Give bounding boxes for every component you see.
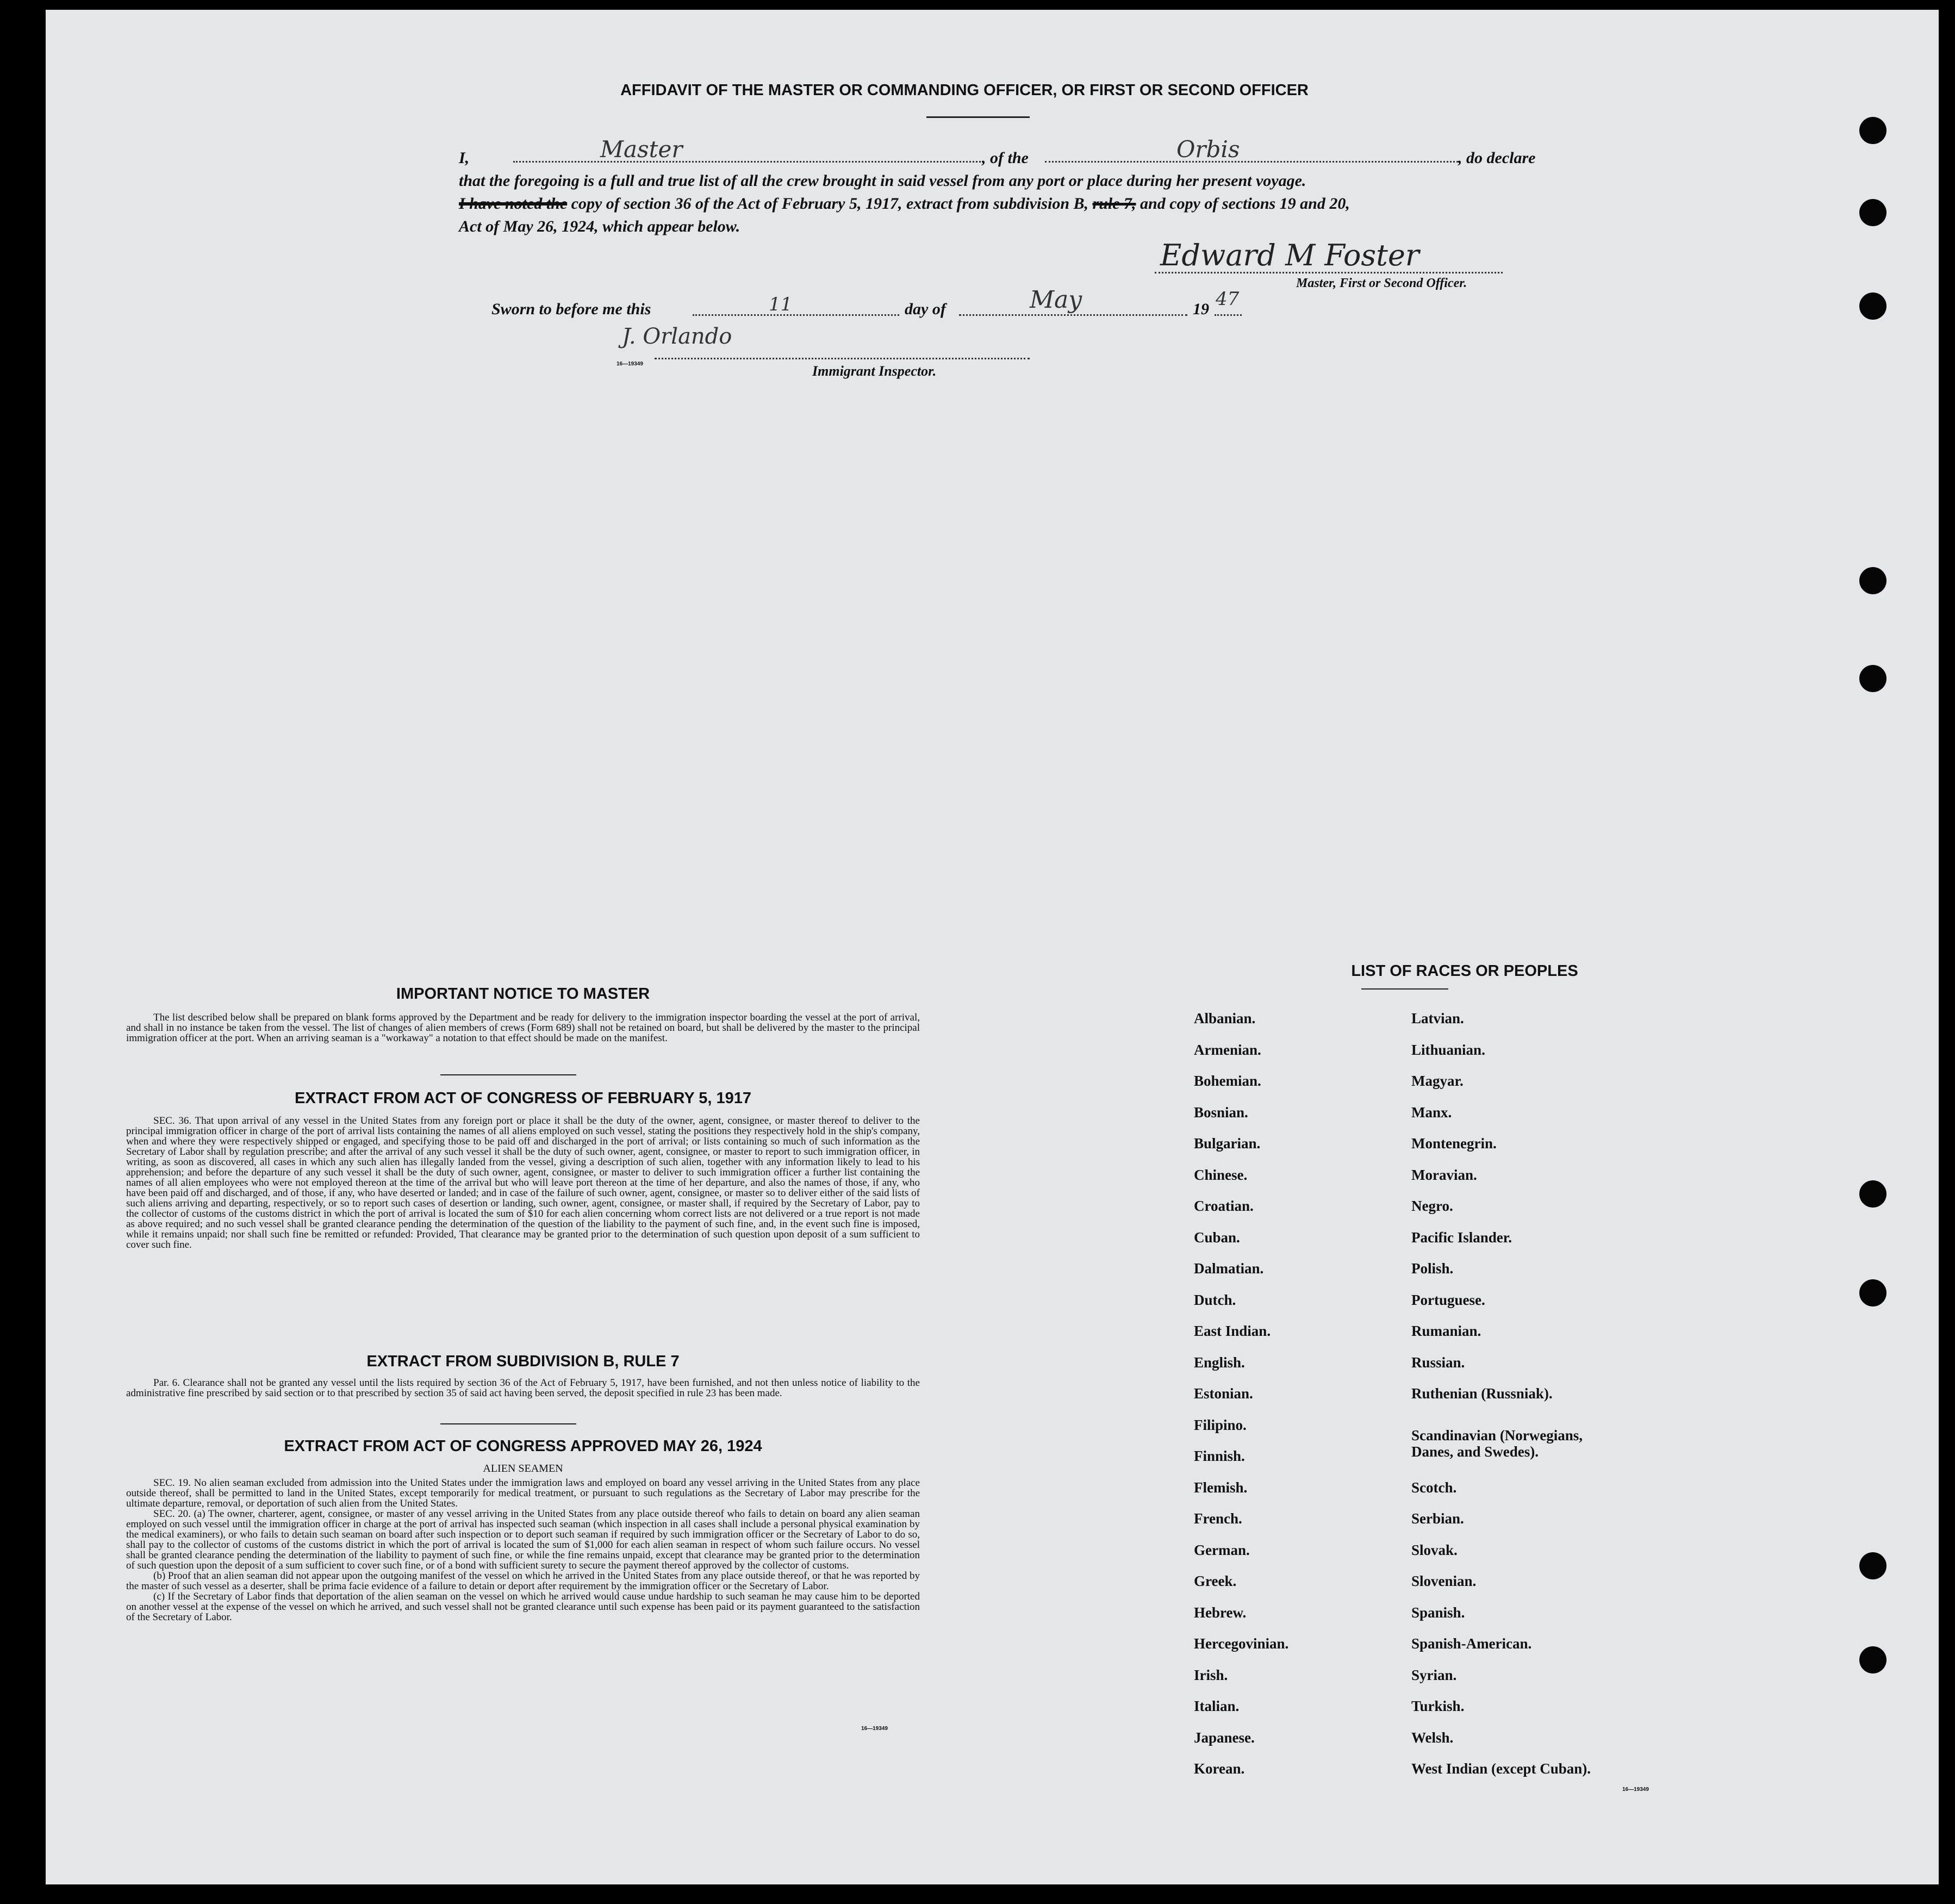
affidavit-title: AFFIDAVIT OF THE MASTER OR COMMANDING OFFICER, OR FIRST OR SECOND OFFICER bbox=[620, 82, 1309, 99]
sworn-prefix: Sworn to before me this bbox=[491, 300, 651, 318]
affidavit-of-the: , of the bbox=[982, 149, 1029, 167]
binder-hole bbox=[1859, 1552, 1886, 1579]
inspector-line bbox=[655, 358, 1030, 359]
race-item: Lithuanian. bbox=[1411, 1041, 1485, 1058]
binder-hole bbox=[1859, 1646, 1886, 1673]
binder-hole bbox=[1859, 117, 1886, 144]
race-item: Serbian. bbox=[1411, 1510, 1464, 1527]
race-item: Rumanian. bbox=[1411, 1323, 1481, 1339]
notice-body: The list described below shall be prepared on blank forms approved by the Department and be ready for delivery to the immigration inspector boarding the vessel at the port of arrival, and shall in no instance be taken from the vessel. The list of changes of alien members of crews (Form 689) shall not be retained on board, but shall be delivered by the master to the principal immigration officer at the port. When an arriving seaman is a "workaway" a notation to that effect should be made on the manifest. bbox=[126, 1012, 920, 1044]
sec20b-text: (b) Proof that an alien seaman did not appear upon the outgoing manifest of the vessel on which he arrived in the United States from any place outside thereof, or that he was reported by the master of such vessel as a deserter, shall be prima facie evidence of a failure to detain or deport after requirement by the immigration officer or the Secretary of Labor. bbox=[126, 1570, 920, 1592]
affidavit-line3-b: and copy of sections 19 and 20, bbox=[1140, 195, 1350, 213]
races-form-code: 16—19349 bbox=[1622, 1787, 1649, 1793]
race-item: Turkish. bbox=[1411, 1698, 1465, 1714]
race-item: Bosnian. bbox=[1194, 1104, 1248, 1121]
divider bbox=[926, 116, 1030, 118]
vessel-field-line bbox=[1045, 161, 1458, 163]
race-item: Bohemian. bbox=[1194, 1073, 1261, 1089]
race-item: Greek. bbox=[1194, 1573, 1237, 1589]
handwritten-year: 47 bbox=[1216, 288, 1240, 310]
race-item: Estonian. bbox=[1194, 1385, 1253, 1402]
sworn-year-prefix: 19 bbox=[1193, 300, 1209, 318]
extract-1924-title: EXTRACT FROM ACT OF CONGRESS APPROVED MAY 26, 1924 bbox=[284, 1438, 762, 1455]
race-item: Syrian. bbox=[1411, 1666, 1457, 1683]
race-item: Russian. bbox=[1411, 1354, 1465, 1371]
race-item: Spanish. bbox=[1411, 1604, 1465, 1621]
race-item: Portuguese. bbox=[1411, 1291, 1485, 1308]
affidavit-line1-prefix: I, bbox=[459, 149, 470, 167]
handwritten-day: 11 bbox=[769, 294, 793, 315]
divider bbox=[1361, 988, 1448, 990]
subdivision-b-title: EXTRACT FROM SUBDIVISION B, RULE 7 bbox=[366, 1353, 680, 1370]
race-item: East Indian. bbox=[1194, 1323, 1271, 1339]
race-item: Scotch. bbox=[1411, 1479, 1457, 1496]
race-item: Flemish. bbox=[1194, 1479, 1248, 1496]
subdivision-b-body: Par. 6. Clearance shall not be granted any vessel until the lists required by section 36 of the Act of February 5, 1917, have been furnished, and not then unless notice of liability to the administrative fine prescribed by said section or to that prescribed by section 35 of said act having been served, the deposit specified in rule 23 has been made. bbox=[126, 1377, 920, 1399]
race-item: Polish. bbox=[1411, 1260, 1454, 1277]
affidavit-line3 bbox=[459, 195, 1350, 213]
signature-caption: Master, First or Second Officer. bbox=[1296, 276, 1467, 290]
race-item: Bulgarian. bbox=[1194, 1135, 1261, 1152]
race-item: Welsh. bbox=[1411, 1729, 1454, 1746]
race-item: Moravian. bbox=[1411, 1166, 1477, 1183]
notice-title: IMPORTANT NOTICE TO MASTER bbox=[396, 985, 650, 1003]
race-item: Ruthenian (Russniak). bbox=[1411, 1385, 1553, 1402]
extract-1924-subtitle: ALIEN SEAMEN bbox=[483, 1463, 563, 1474]
race-item: Latvian. bbox=[1411, 1010, 1464, 1026]
extract-1917-title: EXTRACT FROM ACT OF CONGRESS OF FEBRUARY 5, 1917 bbox=[294, 1090, 752, 1107]
handwritten-rank: Master bbox=[600, 136, 683, 163]
race-item: Filipino. bbox=[1194, 1416, 1247, 1433]
divider bbox=[440, 1423, 576, 1424]
race-item: German. bbox=[1194, 1541, 1250, 1558]
race-item: Slovenian. bbox=[1411, 1573, 1477, 1589]
races-title: LIST OF RACES OR PEOPLES bbox=[1351, 962, 1578, 980]
race-item: Italian. bbox=[1194, 1698, 1240, 1714]
signature-line bbox=[1155, 272, 1503, 273]
extract-1917-body: SEC. 36. That upon arrival of any vessel in the United States from any foreign port or place it shall be the duty of the owner, agent, consignee, or master thereof to deliver to the principal immigration officer in charge of the port of arrival lists containing the names of all aliens employed on such vessel, stating the positions they respectively hold in the ship's company, when and where they were respectively shipped or engaged, and specifying those to be paid off and discharged in the port of arrival; or lists containing so much of such information as the Secretary of Labor shall by regulation prescribe; and after the arrival of any such vessel it shall be the duty of such owner, agent, consignee, or master to report to such immigration officer, in writing, as soon as discovered, all cases in which any such alien has illegally landed from the vessel, giving a description of such alien, together with any information likely to lead to his apprehension; and before the departure of any such vessel it shall be the duty of such owner, agent, consignee, or master to deliver to such immigration officer a further list containing the names of all alien employees who were not employed thereon at the time of the arrival but who will leave port thereon at the time of her departure, and also the names of those, if any, who have been paid off and discharged, and of those, if any, who have deserted or landed; and in case of the failure of such owner, agent, consignee, or master so to deliver either of the said lists of such aliens arriving and departing, respectively, or so to report such cases of desertion or landing, such owner, agent, consignee, or master shall, if required by the Secretary of Labor, pay to the collector of customs of the customs district in which the port of arrival is located the sum of $10 for each alien concerning whom correct lists are not delivered or a true report is not made as above required; and no such vessel shall be granted clearance pending the determination of the question of the liability to the payment of such fine, and, in the event such fine is imposed, while it remains unpaid; nor shall such fine be remitted or refunded: Provided, That clearance may be granted prior to the determination of such question upon deposit of a sum sufficient to cover such fine. bbox=[126, 1115, 920, 1250]
sec20a-text: SEC. 20. (a) The owner, charterer, agent, consignee, or master of any vessel arriving in the United States from any place outside thereof who fails to detain on board any alien seaman employed on such vessel until the immigration officer in charge at the port of arrival has inspected such seaman (which inspection in all cases shall include a personal physical examination by the medical examiners), or who fails to detain such seaman on board after such inspection or to deport such seaman if required by such immigration officer or the Secretary of Labor to do so, shall pay to the collector of customs of the customs district in which the port of arrival is located the sum of $1,000 for each alien seaman in respect of whom such failure occurs. No vessel shall be granted clearance pending the determination of the liability to payment of such fine, or while the fine remains unpaid, except that clearance may be granted prior to the determination of such question upon the deposit of a sum sufficient to cover such fine, or of a bond with sufficient surety to secure the payment thereof approved by the collector of customs. bbox=[126, 1508, 920, 1571]
race-item: Montenegrin. bbox=[1411, 1135, 1497, 1152]
inspector-caption: Immigrant Inspector. bbox=[812, 363, 937, 379]
affidavit-line4: Act of May 26, 1924, which appear below. bbox=[459, 217, 740, 235]
binder-hole bbox=[1859, 199, 1886, 226]
race-item: Dalmatian. bbox=[1194, 1260, 1264, 1277]
race-item: Danes, and Swedes). bbox=[1411, 1443, 1539, 1460]
race-item: Pacific Islander. bbox=[1411, 1229, 1512, 1246]
race-item: Hebrew. bbox=[1194, 1604, 1247, 1621]
race-item: Finnish. bbox=[1194, 1448, 1245, 1464]
race-item: Croatian. bbox=[1194, 1198, 1254, 1214]
race-item: Slovak. bbox=[1411, 1541, 1458, 1558]
race-item: Spanish-American. bbox=[1411, 1635, 1532, 1652]
binder-hole bbox=[1859, 1180, 1886, 1208]
binder-hole bbox=[1859, 665, 1886, 692]
race-item: Magyar. bbox=[1411, 1073, 1464, 1089]
year-field-line bbox=[1215, 314, 1242, 316]
handwritten-month: May bbox=[1030, 286, 1082, 314]
race-item: Hercegovinian. bbox=[1194, 1635, 1289, 1652]
sec19-text: SEC. 19. No alien seaman excluded from admission into the United States under the immigration laws and employed on board any vessel arriving in the United States from any place outside thereof, shall be permitted to land in the United States, except temporarily for medical treatment, or pursuant to such regulations as the Secretary of Labor may prescribe for the ultimate departure, removal, or deportation of such alien from the United States. bbox=[126, 1477, 920, 1509]
document-page bbox=[46, 10, 1939, 1884]
inspector-form-code: 16—19349 bbox=[617, 361, 643, 367]
month-field-line bbox=[959, 314, 1187, 316]
struck-text: I have noted the bbox=[459, 195, 568, 213]
race-item: West Indian (except Cuban). bbox=[1411, 1760, 1591, 1777]
race-item: Cuban. bbox=[1194, 1229, 1240, 1246]
race-item: Scandinavian (Norwegians, bbox=[1411, 1427, 1583, 1443]
affidavit-line2: that the foregoing is a full and true list of all the crew brought in said vessel from any port or place during her present voyage. bbox=[459, 172, 1306, 190]
affidavit-declare: , do declare bbox=[1458, 149, 1536, 167]
race-item: Korean. bbox=[1194, 1760, 1245, 1777]
affidavit-line3-a: copy of section 36 of the Act of February 5, 1917, extract from subdivision B, bbox=[571, 195, 1089, 213]
sec20c-text: (c) If the Secretary of Labor finds that deportation of the alien seaman on the vessel on which he arrived would cause undue hardship to such seaman he may cause him to be deported on another vessel at the expense of the vessel on which he arrived, and such vessel shall not be granted clearance until such expense has been paid or its payment guaranteed to the satisfaction of the Secretary of Labor. bbox=[126, 1591, 920, 1623]
extract-1924-body bbox=[126, 1478, 920, 1622]
race-item: Negro. bbox=[1411, 1198, 1453, 1214]
binder-hole bbox=[1859, 293, 1886, 320]
race-item: Irish. bbox=[1194, 1666, 1228, 1683]
form-code: 16—19349 bbox=[861, 1726, 888, 1732]
master-signature: Edward M Foster bbox=[1160, 238, 1419, 272]
race-item: Albanian. bbox=[1194, 1010, 1256, 1026]
sworn-day-of: day of bbox=[905, 300, 946, 318]
race-item: Armenian. bbox=[1194, 1041, 1261, 1058]
race-item: Chinese. bbox=[1194, 1166, 1248, 1183]
day-field-line bbox=[693, 314, 899, 316]
race-item: Manx. bbox=[1411, 1104, 1452, 1121]
divider bbox=[440, 1074, 576, 1075]
race-item: French. bbox=[1194, 1510, 1242, 1527]
struck-text-rule: rule 7, bbox=[1092, 195, 1136, 213]
handwritten-vessel: Orbis bbox=[1176, 136, 1240, 163]
race-item: English. bbox=[1194, 1354, 1245, 1371]
binder-hole bbox=[1859, 567, 1886, 594]
inspector-signature: J. Orlando bbox=[622, 324, 732, 349]
race-item: Dutch. bbox=[1194, 1291, 1236, 1308]
race-item: Japanese. bbox=[1194, 1729, 1255, 1746]
rank-field-line bbox=[513, 161, 981, 163]
binder-hole bbox=[1859, 1279, 1886, 1306]
